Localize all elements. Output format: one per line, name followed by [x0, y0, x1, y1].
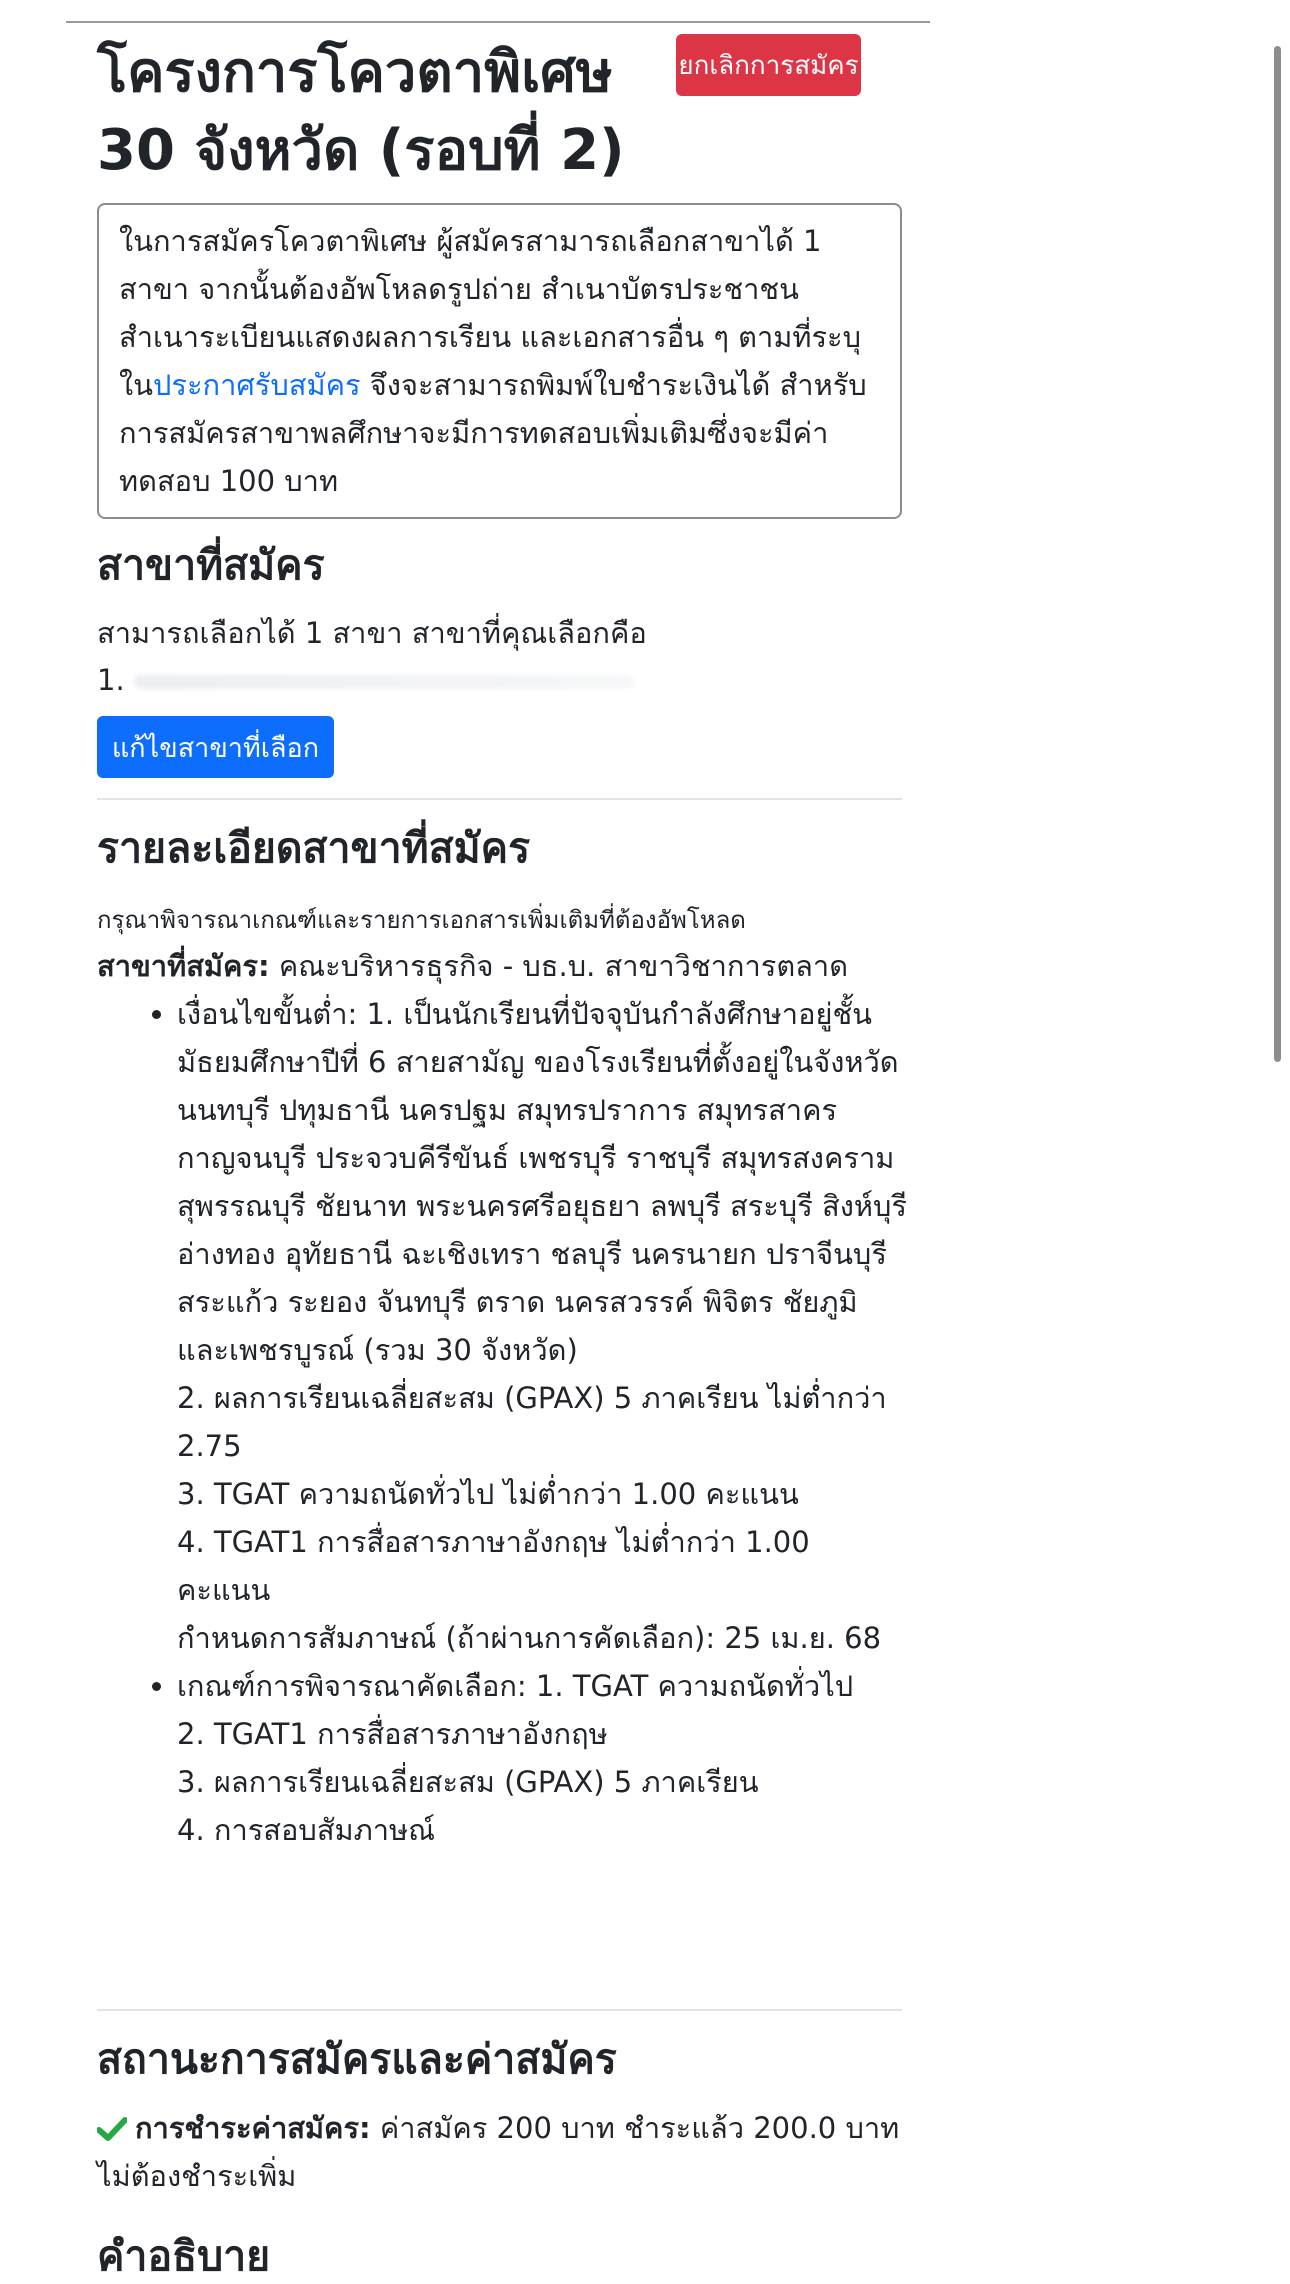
selected-major-number: 1. — [97, 663, 125, 697]
criteria-list — [97, 990, 907, 1854]
selection-criteria-item — [177, 1662, 907, 1854]
page-title: โครงการโควตาพิเศษ 30 จังหวัด (รอบที่ 2) — [97, 40, 625, 183]
section-divider — [97, 798, 902, 800]
criteria-line: • เกณฑ์การพิจารณาคัดเลือก: 1. TGAT ความถนัดทั่วไป — [177, 1669, 854, 1703]
criteria-line: 4. การสอบสัมภาษณ์ — [177, 1813, 436, 1847]
criteria-line: 3. ผลการเรียนเฉลี่ยสะสม (GPAX) 5 ภาคเรียน — [177, 1765, 759, 1799]
page-scrollbar[interactable] — [1274, 46, 1281, 1062]
selected-major-item — [97, 656, 634, 704]
requirements-item — [177, 990, 907, 1662]
cancel-application-button[interactable]: ยกเลิกการสมัคร — [676, 34, 861, 96]
payment-text: ค่าสมัคร 200 บาท ชำระแล้ว 200.0 บาท ไม่ต้องชำระเพิ่ม — [97, 2111, 900, 2193]
announcement-link[interactable]: ประกาศรับสมัคร — [152, 368, 361, 402]
redacted-major-name — [134, 675, 634, 689]
details-note: กรุณาพิจารณาเกณฑ์และรายการเอกสารเพิ่มเติมที่ต้องอัพโหลด — [97, 906, 746, 934]
top-divider — [66, 21, 930, 23]
notice-text-after: จึงจะสามารถพิมพ์ใบชำระเงินได้ สำหรับการสมัครสาขาพลศึกษาจะมีการทดสอบเพิ่มเติมซึ่งจะมีค่าทดสอบ 100 บาท — [119, 368, 867, 498]
details-content — [97, 942, 907, 1854]
requirement-line: 3. TGAT ความถนัดทั่วไป ไม่ต่ำกว่า 1.00 คะแนน — [177, 1477, 799, 1511]
requirement-line: 2. ผลการเรียนเฉลี่ยสะสม (GPAX) 5 ภาคเรียน ไม่ต่ำกว่า 2.75 — [177, 1381, 887, 1463]
next-section-heading: คำอธิบาย — [97, 2232, 271, 2280]
check-icon — [97, 2117, 127, 2141]
major-description: สามารถเลือกได้ 1 สาขา สาขาที่คุณเลือกคือ — [97, 616, 647, 650]
interview-date: กำหนดการสัมภาษณ์ (ถ้าผ่านการคัดเลือก): 25 เม.ย. 68 — [177, 1621, 882, 1655]
applied-major-value: คณะบริหารธุรกิจ - บธ.บ. สาขาวิชาการตลาด — [269, 949, 849, 983]
edit-major-button[interactable]: แก้ไขสาขาที่เลือก — [97, 716, 334, 778]
requirement-line: 4. TGAT1 การสื่อสารภาษาอังกฤษ ไม่ต่ำกว่า 1.00 คะแนน — [177, 1525, 810, 1607]
status-heading: สถานะการสมัครและค่าสมัคร — [97, 2035, 617, 2083]
applied-major-label: สาขาที่สมัคร: — [97, 949, 270, 983]
criteria-line: 2. TGAT1 การสื่อสารภาษาอังกฤษ — [177, 1717, 608, 1751]
payment-label: การชำระค่าสมัคร: — [135, 2111, 371, 2145]
requirement-line: • เงื่อนไขขั้นต่ำ: 1. เป็นนักเรียนที่ปัจจุบันกำลังศึกษาอยู่ชั้นมัธยมศึกษาปีที่ 6 สายสามัญ ของโรงเรียนที่ตั้งอยู่ในจังหวัดนนทบุรี ปทุมธานี นครปฐม สมุทรปราการ สมุทรสาคร กาญจนบุรี ประจวบคีรีขันธ์ เพชรบุรี ราชบุรี สมุทรสงคราม สุพรรณบุรี ชัยนาท พระนครศรีอยุธยา ลพบุรี สระบุรี สิงห์บุรี อ่างทอง อุทัยธานี ฉะเชิงเทรา ชลบุรี นครนายก ปราจีนบุรี สระแก้ว ระยอง จันทบุรี ตราด นครสวรรค์ พิจิตร ชัยภูมิ และเพชรบูรณ์ (รวม 30 จังหวัด) — [177, 997, 907, 1367]
info-notice — [97, 203, 902, 519]
payment-status — [97, 2104, 902, 2200]
section-divider — [97, 2009, 902, 2011]
applied-major — [97, 942, 907, 990]
major-section-heading: สาขาที่สมัคร — [97, 541, 325, 589]
details-heading: รายละเอียดสาขาที่สมัคร — [97, 824, 531, 872]
notice-text-before: ในการสมัครโควตาพิเศษ ผู้สมัครสามารถเลือกสาขาได้ 1 สาขา จากนั้นต้องอัพโหลดรูปถ่าย สำเนาบัตรประชาชน สำเนาระเบียนแสดงผลการเรียน และเอกสารอื่น ๆ ตามที่ระบุใน — [119, 224, 862, 402]
